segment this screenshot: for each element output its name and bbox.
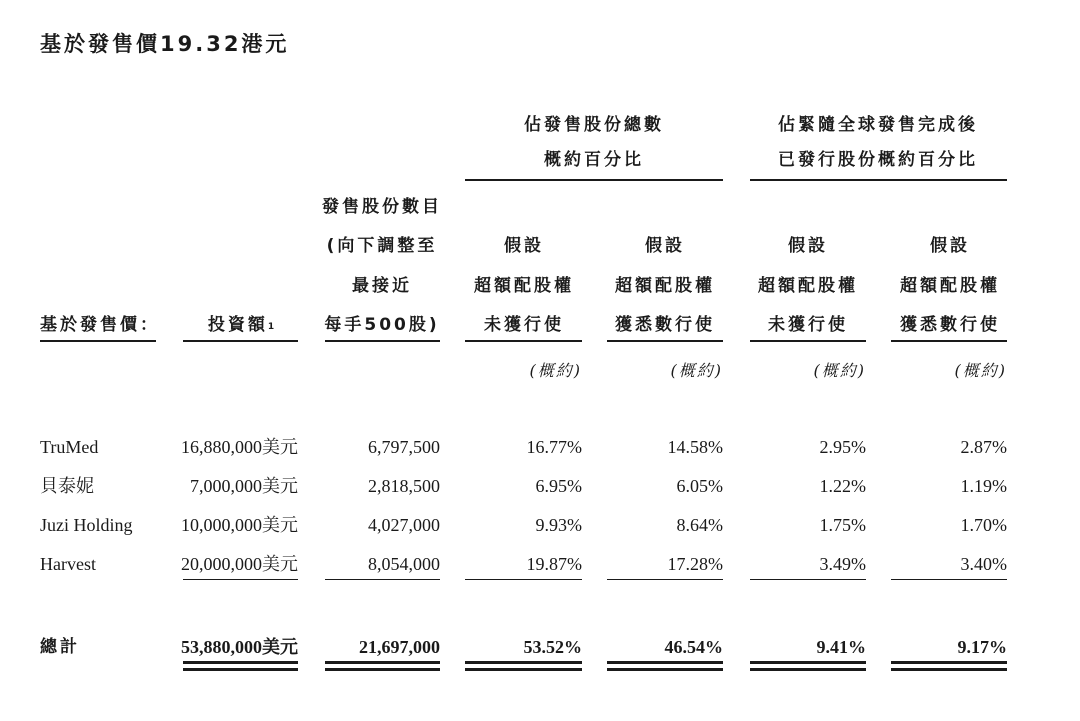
subtotal-rule-c1: [465, 579, 582, 580]
total-double-rule-investment-top: [183, 661, 298, 664]
col-rule-c3: [750, 340, 866, 342]
total-investment: 53,880,000美元: [181, 637, 298, 657]
col-header-c3-line1: 假設: [788, 236, 828, 256]
group-header-issued-shares-line1: 佔緊隨全球發售完成後: [778, 115, 978, 135]
total-double-rule-c4-bottom: [891, 668, 1007, 671]
col-header-based-on: 基於發售價：: [40, 315, 160, 335]
row-name: 貝泰妮: [40, 476, 94, 496]
row-pct-c1: 19.87%: [526, 554, 582, 574]
approx-label-c3: (概約): [813, 361, 866, 380]
row-pct-c1: 16.77%: [526, 437, 582, 457]
total-double-rule-c4-top: [891, 661, 1007, 664]
group-header-offer-rule: [465, 179, 723, 181]
row-investment: 7,000,000美元: [190, 476, 298, 496]
row-shares: 8,054,000: [368, 554, 440, 574]
col-rule-based-on: [40, 340, 156, 342]
group-header-offer-shares-line2: 概約百分比: [544, 150, 644, 170]
row-name: Harvest: [40, 554, 96, 574]
total-double-rule-c2-top: [607, 661, 723, 664]
subtotal-rule-c4: [891, 579, 1007, 580]
row-investment: 16,880,000美元: [181, 437, 298, 457]
col-header-shares-line4: 每手500股): [324, 315, 440, 335]
col-header-shares-line1: 發售股份數目: [322, 197, 442, 217]
col-header-c2-line1: 假設: [645, 236, 685, 256]
col-header-c4-line1: 假設: [930, 236, 970, 256]
col-header-c1-line3: 未獲行使: [484, 315, 564, 335]
col-header-investment: 投資額$^1$: [207, 315, 275, 335]
approx-label-c4: (概約): [954, 361, 1007, 380]
col-header-c4-line2: 超額配股權: [900, 276, 1000, 296]
col-rule-c1: [465, 340, 582, 342]
group-header-offer-shares-line1: 佔發售股份總數: [524, 115, 664, 135]
row-pct-c3: 1.22%: [819, 476, 866, 496]
total-pct-c1: 53.52%: [523, 637, 582, 657]
total-double-rule-c2-bottom: [607, 668, 723, 671]
total-double-rule-shares-top: [325, 661, 440, 664]
col-header-c2-line2: 超額配股權: [615, 276, 715, 296]
col-rule-investment: [183, 340, 298, 342]
group-header-issued-shares-line2: 已發行股份概約百分比: [778, 150, 978, 170]
row-pct-c3: 3.49%: [819, 554, 866, 574]
col-rule-c2: [607, 340, 723, 342]
col-header-c4-line3: 獲悉數行使: [900, 315, 1000, 335]
group-header-issued-rule: [750, 179, 1007, 181]
col-header-c3-line2: 超額配股權: [758, 276, 858, 296]
row-name: TruMed: [40, 437, 99, 457]
col-rule-c4: [891, 340, 1007, 342]
row-pct-c4: 2.87%: [960, 437, 1007, 457]
col-header-c1-line1: 假設: [504, 236, 544, 256]
total-double-rule-c1-bottom: [465, 668, 582, 671]
total-double-rule-investment-bottom: [183, 668, 298, 671]
row-pct-c1: 9.93%: [535, 515, 582, 535]
row-pct-c3: 2.95%: [819, 437, 866, 457]
row-shares: 4,027,000: [368, 515, 440, 535]
row-shares: 2,818,500: [368, 476, 440, 496]
total-double-rule-shares-bottom: [325, 668, 440, 671]
row-name: Juzi Holding: [40, 515, 133, 535]
col-header-c3-line3: 未獲行使: [768, 315, 848, 335]
page-title: 基於發售價19.32港元: [40, 32, 290, 56]
subtotal-rule-shares: [325, 579, 440, 580]
col-header-shares-line3: 最接近: [352, 276, 412, 296]
total-shares: 21,697,000: [359, 637, 440, 657]
approx-label-c1: (概約): [529, 361, 582, 380]
subtotal-rule-investment: [183, 579, 298, 580]
row-pct-c1: 6.95%: [535, 476, 582, 496]
row-pct-c4: 3.40%: [960, 554, 1007, 574]
row-investment: 10,000,000美元: [181, 515, 298, 535]
total-double-rule-c1-top: [465, 661, 582, 664]
subtotal-rule-c2: [607, 579, 723, 580]
row-pct-c4: 1.70%: [960, 515, 1007, 535]
col-header-c1-line2: 超額配股權: [474, 276, 574, 296]
total-label: 總計: [40, 637, 80, 657]
total-double-rule-c3-bottom: [750, 668, 866, 671]
subtotal-rule-c3: [750, 579, 866, 580]
col-header-c2-line3: 獲悉數行使: [615, 315, 715, 335]
row-pct-c4: 1.19%: [960, 476, 1007, 496]
total-double-rule-c3-top: [750, 661, 866, 664]
total-pct-c3: 9.41%: [816, 637, 866, 657]
row-shares: 6,797,500: [368, 437, 440, 457]
row-pct-c2: 14.58%: [667, 437, 723, 457]
col-header-shares-line2: (向下調整至: [326, 236, 438, 256]
total-pct-c2: 46.54%: [664, 637, 723, 657]
row-pct-c2: 6.05%: [676, 476, 723, 496]
row-investment: 20,000,000美元: [181, 554, 298, 574]
row-pct-c2: 17.28%: [667, 554, 723, 574]
approx-label-c2: (概約): [670, 361, 723, 380]
total-pct-c4: 9.17%: [957, 637, 1007, 657]
row-pct-c2: 8.64%: [676, 515, 723, 535]
col-rule-shares: [325, 340, 440, 342]
row-pct-c3: 1.75%: [819, 515, 866, 535]
